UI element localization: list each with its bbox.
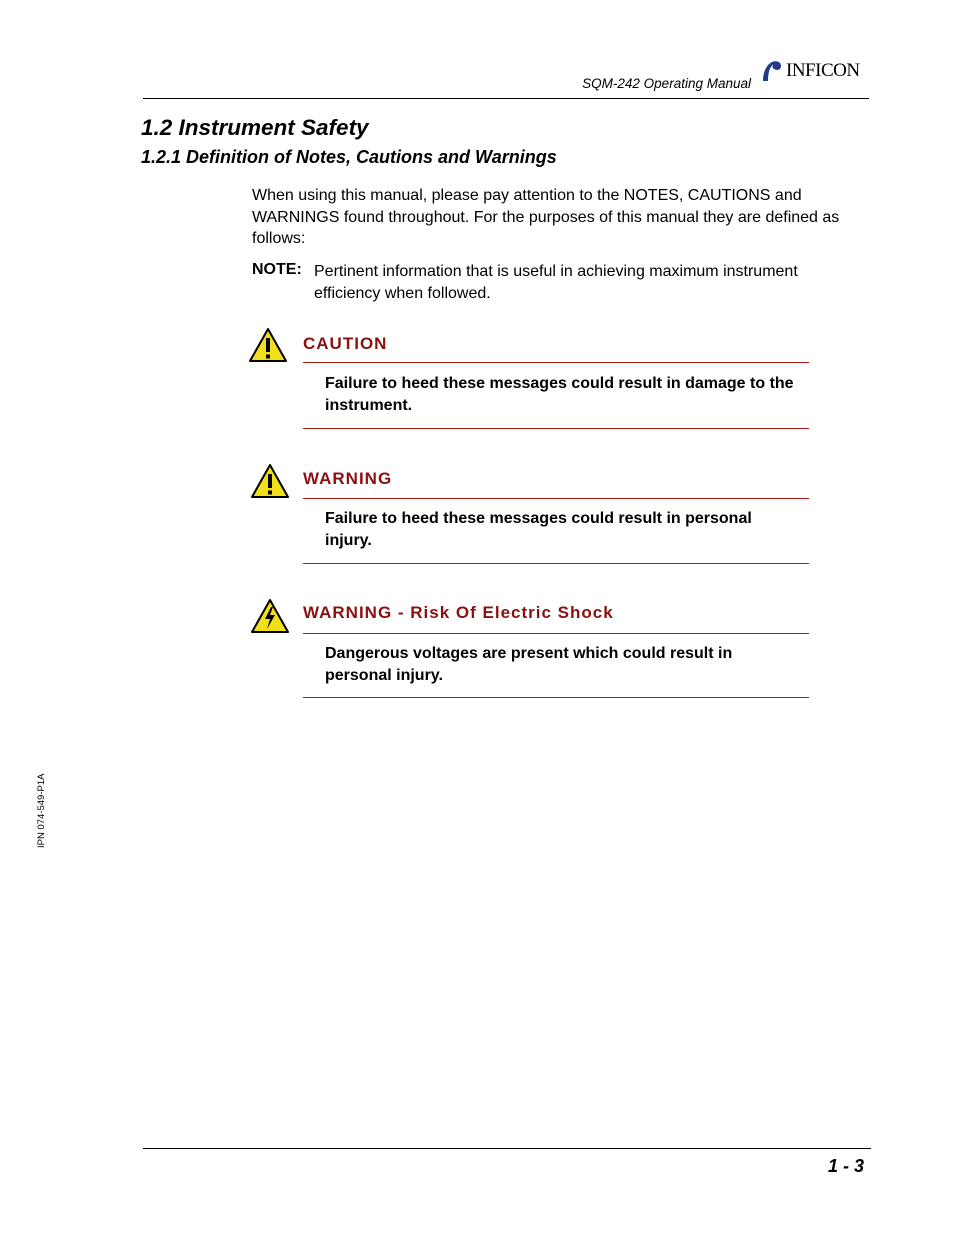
header-rule: [143, 98, 869, 99]
footer-rule: [143, 1148, 871, 1149]
note-label: NOTE:: [252, 261, 302, 278]
subsection-title: 1.2.1 Definition of Notes, Cautions and Warnings: [141, 147, 557, 167]
header-manual-title: SQM-242 Operating Manual: [582, 76, 751, 91]
warning-message: Failure to heed these messages could result in personal injury.: [325, 510, 752, 549]
shock-warning-title: WARNING - Risk Of Electric Shock: [303, 603, 614, 622]
note-text: Pertinent information that is useful in achieving maximum instrument efficiency when followed.: [314, 263, 798, 302]
inficon-logo: [760, 58, 872, 84]
inficon-logo-icon: [760, 59, 782, 83]
warning-title: WARNING: [303, 469, 393, 488]
warning-bottom-rule: [303, 563, 809, 564]
warning-top-rule: [303, 498, 809, 499]
shock-warning-top-rule: [303, 633, 809, 634]
document-part-number: IPN 074-549-P1A: [36, 773, 47, 848]
section-title: 1.2 Instrument Safety: [141, 115, 369, 140]
logo-text: INFICON: [786, 60, 860, 81]
caution-message: Failure to heed these messages could result in damage to the instrument.: [325, 375, 794, 414]
shock-warning-message: Dangerous voltages are present which could result in personal injury.: [325, 645, 733, 684]
shock-warning-bottom-rule: [303, 697, 809, 698]
page-number: 1 - 3: [827, 1156, 864, 1176]
caution-bottom-rule: [303, 428, 809, 429]
caution-top-rule: [303, 362, 809, 363]
caution-triangle-icon: [248, 327, 288, 363]
intro-paragraph: When using this manual, please pay attention to the NOTES, CAUTIONS and WARNINGS found throughout. For the purposes of this manual they are defined as follows:: [252, 187, 840, 247]
electric-shock-icon: [250, 598, 290, 634]
caution-title: CAUTION: [303, 334, 388, 353]
warning-triangle-icon: [250, 463, 290, 499]
